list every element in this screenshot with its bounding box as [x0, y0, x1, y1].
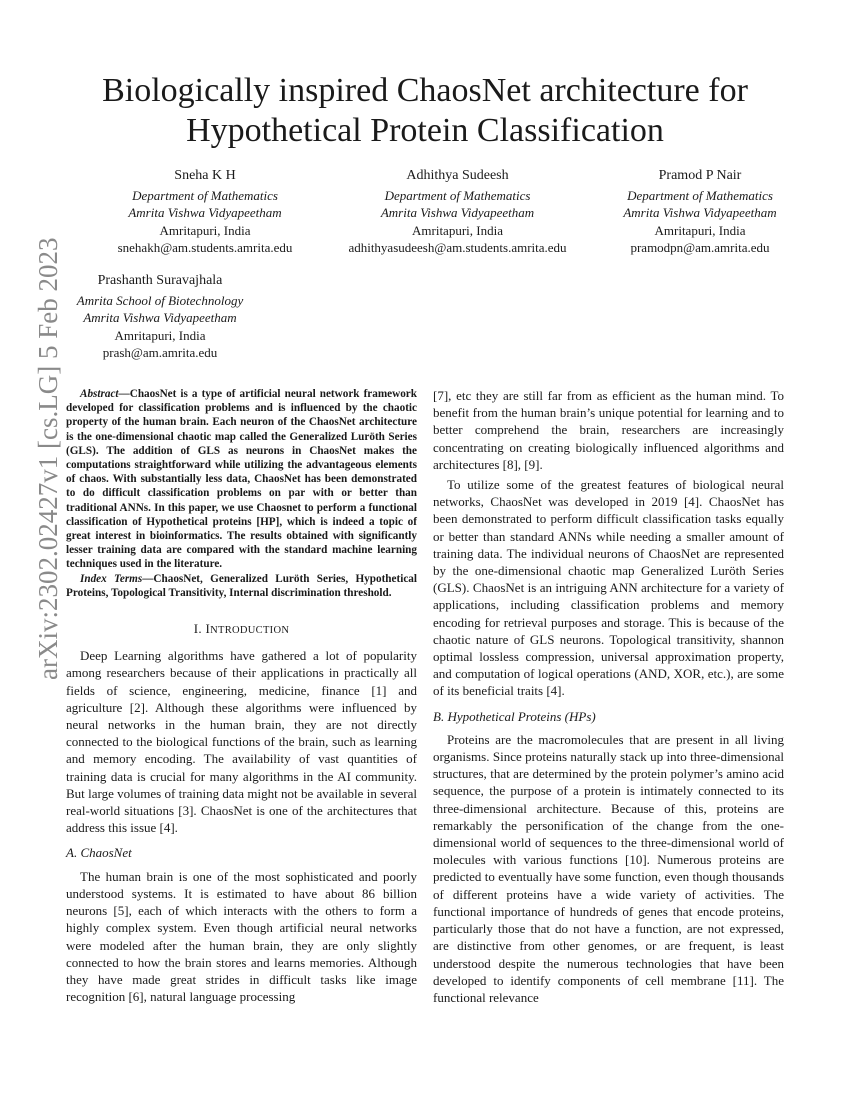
- right-column: [433, 387, 784, 1009]
- section-heading-introduction: I. INTRODUCTION: [193, 621, 290, 637]
- author-location: Amritapuri, India: [114, 327, 206, 343]
- right-paragraph-1: [7], etc they are still far from as efficient as the human mind. To benefit from the human brain’s unique potential for learning and to better comprehend the brain, researchers are increasingly concentrating on creating biologically influenced algorithms and architectures [8], [9].: [433, 388, 784, 472]
- author-block-2: [330, 167, 585, 257]
- subsection-heading-hypothetical-proteins: B. Hypothetical Proteins (HPs): [433, 708, 596, 724]
- author-inst: Amrita Vishwa Vidyapeetham: [128, 205, 282, 220]
- index-terms-label: Index Terms: [80, 572, 143, 585]
- right-paragraph-2: To utilize some of the greatest features of biological neural networks, ChaosNet was developed in 2019 [4]. ChaosNet has been demonstrated to perform difficult classification tasks equally or better than standard ANNs while needing a smaller amount of training data. The individual neurons of ChaosNet are represented by the one-dimensional chaotic map Generalized Luröth Series (GLS). ChaosNet is an intriguing ANN architecture for a variety of applications, including classification problems and memory encoding for retrieval purposes and storage. This is because of the chaotic nature of GLS neurons. Topological transitivity, shannon optimal lossless compression, universal approximation property, and computation of logical operations (AND, XOR, etc.), are some of its beneficial traits [4].: [433, 477, 784, 699]
- abstract-label: Abstract: [80, 388, 119, 400]
- hp-paragraph: Proteins are the macromolecules that are present in all living organisms. Since proteins naturally stack up into three-dimensional structures, that are determined by the protein polymer’s amino acid sequence, the purpose of a protein is intimately connected to its three-dimensional architecture. Because of this, proteins are remarkably the personification of the change from the one-dimensional world of sequences to the three-dimensional world of molecules with various functions [10]. Numerous proteins are predicted to eventually have some function, even though thousands of different proteins have a wide variety of activities. The functional importance of hundreds of genes that encode proteins, particularly those that do not have a function, are not expressed, are distinctive from other genomes, or are frequent, is least understood despite the numerous technologies that have been developed to identify components of cell membrane [11]. The functional relevance: [433, 731, 784, 1005]
- author-dept: Amrita School of Biotechnology: [76, 292, 244, 308]
- left-column: [66, 387, 417, 1008]
- author-block-3: [595, 167, 805, 257]
- author-inst: Amrita Vishwa Vidyapeetham: [83, 310, 237, 325]
- abstract-text: —ChaosNet is a type of artificial neural network framework developed for classification problems and is influenced by the chaotic property of the human brain. Each neuron of the ChaosNet architecture is the one-dimensional chaotic map called the Generalized Luröth Series (GLS). The addition of GLS as neurons in ChaosNet makes the computations straightforward while utilizing the advantageous elements of chaos. With substantially less data, ChaosNet has been demonstrated to do difficult classification problems on par with or better than traditional ANNs. In this paper, we use Chaosnet to perform a functional classification of Hypothetical proteins [HP], which is indeed a topic of great interest in bioinformatics. The results obtained with significantly lesser training data are compared with the standard machine learning techniques used in the literature.: [66, 388, 417, 571]
- author-location: Amritapuri, India: [159, 222, 251, 238]
- author-location: Amritapuri, India: [412, 222, 503, 238]
- author-dept: Department of Mathematics: [384, 187, 531, 203]
- author-inst: Amrita Vishwa Vidyapeetham: [623, 205, 777, 220]
- index-terms-text: —ChaosNet, Generalized Luröth Series, Hypothetical Proteins, Topological Transitivity, Internal discrimination threshold.: [66, 572, 417, 599]
- author-email[interactable]: prash@am.amrita.edu: [102, 345, 218, 360]
- abstract: [66, 387, 417, 600]
- author-location: Amritapuri, India: [654, 222, 746, 238]
- chaosnet-paragraph: The human brain is one of the most sophisticated and poorly understood systems. It is estimated to have about 86 billion neurons [5], each of which interacts with the others to form a highly complex system. Even though artificial neural networks were modeled after the human brain, they are only slightly connected to how the brain stores and learns memories. Although they have made great strides in difficult tasks like image recognition [6], natural language processing: [66, 868, 417, 1005]
- author-inst: Amrita Vishwa Vidyapeetham: [380, 205, 535, 220]
- author-name: Prashanth Suravajhala: [97, 273, 223, 288]
- paper-title: Biologically inspired ChaosNet architecture for Hypothetical Protein Classification: [102, 72, 748, 149]
- intro-paragraph: Deep Learning algorithms have gathered a lot of popularity among researchers because of their applications in practically all fields of science, engineering, medicine, finance [1] and agriculture [2]. Although these algorithms were influenced by neural networks in the human brain, they are not directly connected to the biological functions of the brain, such as learning and memory encoding. The availability of vast quantities of training data is crucial for many algorithms in the AI community. But large volumes of training data might not be available in several real-world situations [3]. ChaosNet is one of the architectures that address this issue [4].: [66, 648, 417, 836]
- subsection-heading-chaosnet: A. ChaosNet: [66, 845, 132, 861]
- author-name: Sneha K H: [174, 168, 236, 183]
- author-email[interactable]: adhithyasudeesh@am.students.amrita.edu: [348, 240, 567, 255]
- author-email[interactable]: snehakh@am.students.amrita.edu: [117, 240, 293, 255]
- author-email[interactable]: pramodpn@am.amrita.edu: [630, 240, 770, 255]
- arxiv-identifier: arXiv:2302.02427v1 [cs.LG] 5 Feb 2023: [33, 237, 63, 680]
- author-dept: Department of Mathematics: [627, 187, 773, 203]
- author-name: Adhithya Sudeesh: [406, 168, 509, 183]
- author-dept: Department of Mathematics: [132, 187, 278, 203]
- author-name: Pramod P Nair: [658, 168, 742, 183]
- author-block-4: [55, 272, 265, 362]
- author-block-1: [90, 167, 320, 257]
